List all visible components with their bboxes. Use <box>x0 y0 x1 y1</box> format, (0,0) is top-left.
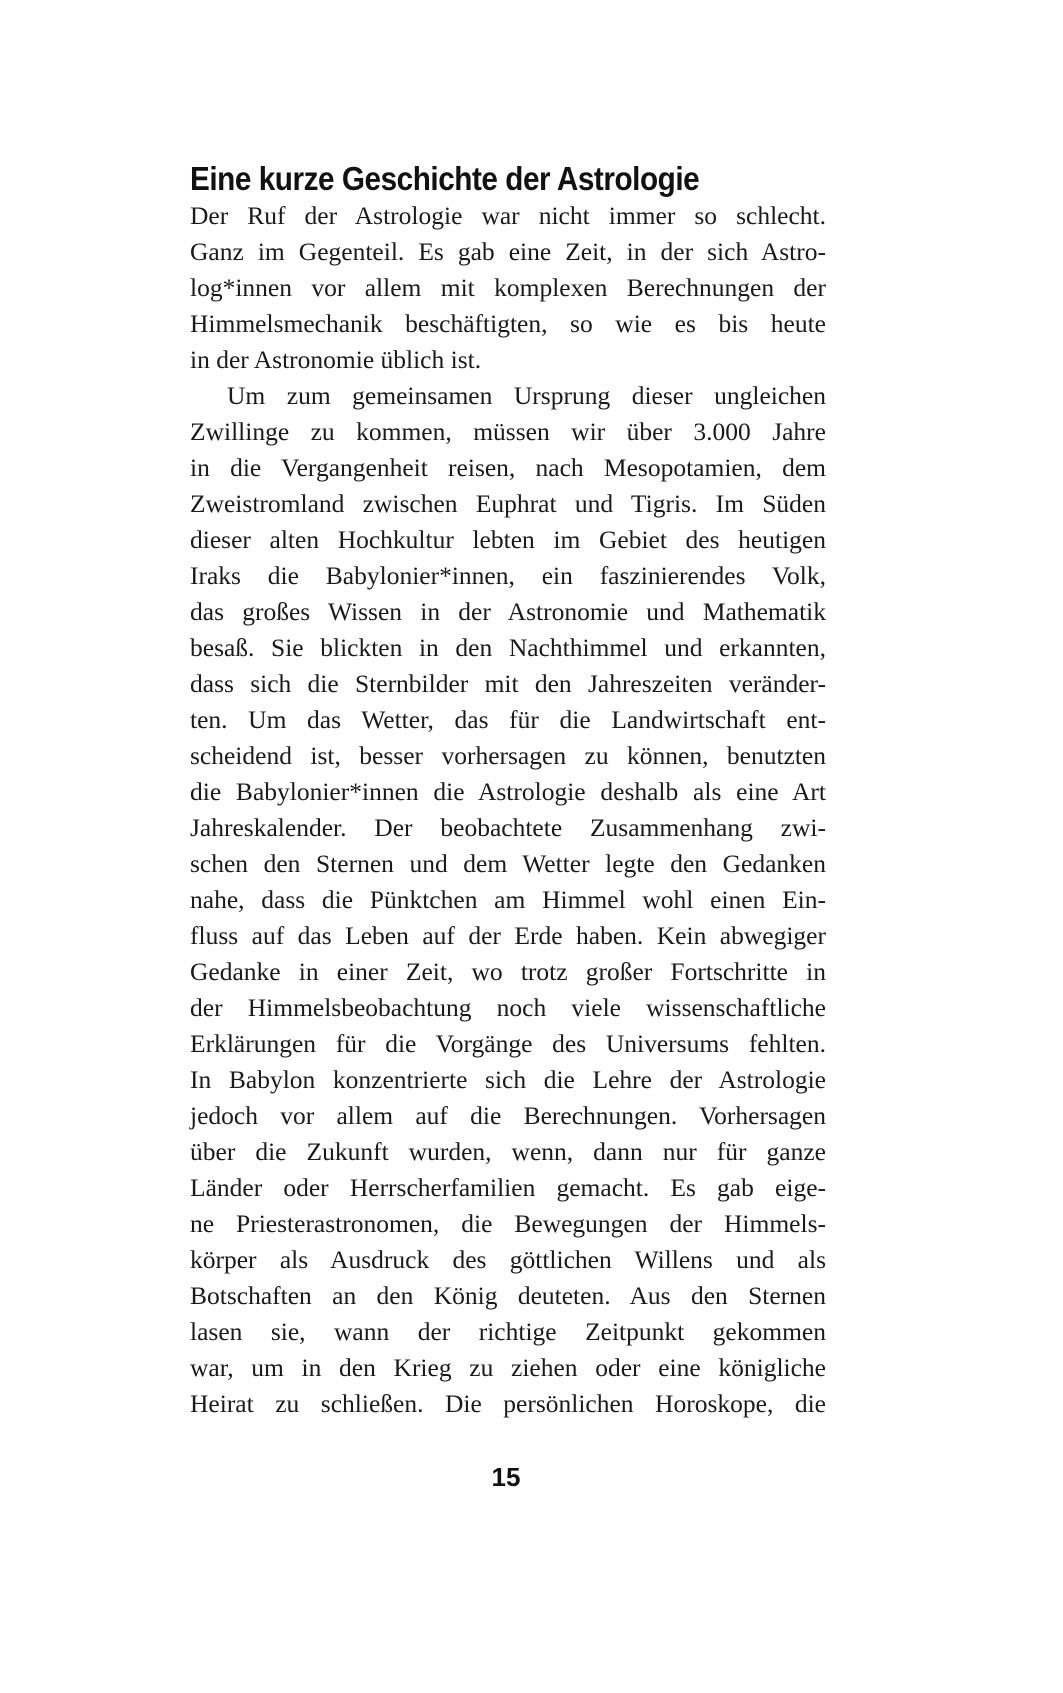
text-line: ten. Um das Wetter, das für die Landwirtschaft ent- <box>190 705 826 734</box>
text-line: Heirat zu schließen. Die persönlichen Horoskope, die <box>190 1389 826 1418</box>
text-line: Länder oder Herrscherfamilien gemacht. Es gab eige- <box>190 1173 826 1202</box>
text-line: fluss auf das Leben auf der Erde haben. Kein abwegiger <box>190 921 826 950</box>
body-text <box>190 198 826 1422</box>
text-line: jedoch vor allem auf die Berechnungen. Vorhersagen <box>190 1101 826 1130</box>
text-line: über die Zukunft wurden, wenn, dann nur für ganze <box>190 1137 826 1166</box>
text-line: in die Vergangenheit reisen, nach Mesopotamien, dem <box>190 453 826 482</box>
text-line: in der Astronomie üblich ist. <box>190 345 482 374</box>
text-line: war, um in den Krieg zu ziehen oder eine königliche <box>190 1353 826 1382</box>
page-number: 15 <box>491 1462 521 1492</box>
text-line: schen den Sternen und dem Wetter legte den Gedanken <box>190 849 826 878</box>
text-line: Zwillinge zu kommen, müssen wir über 3.000 Jahre <box>190 417 826 446</box>
text-line: ne Priesterastronomen, die Bewegungen der Himmels- <box>190 1209 826 1238</box>
text-line: log*innen vor allem mit komplexen Berechnungen der <box>190 273 826 302</box>
text-line: Um zum gemeinsamen Ursprung dieser ungleichen <box>227 381 826 410</box>
text-line: der Himmelsbeobachtung noch viele wissenschaftliche <box>190 993 826 1022</box>
text-line: körper als Ausdruck des göttlichen Willens und als <box>190 1245 826 1274</box>
text-line: das großes Wissen in der Astronomie und Mathematik <box>190 597 826 626</box>
text-line: Zweistromland zwischen Euphrat und Tigris. Im Süden <box>190 489 826 518</box>
text-line: Erklärungen für die Vorgänge des Universums fehlten. <box>190 1029 826 1058</box>
text-line: Ganz im Gegenteil. Es gab eine Zeit, in der sich Astro- <box>190 237 826 266</box>
text-line: dass sich die Sternbilder mit den Jahreszeiten veränder- <box>190 669 826 698</box>
text-line: Botschaften an den König deuteten. Aus den Sternen <box>190 1281 826 1310</box>
text-line: Der Ruf der Astrologie war nicht immer so schlecht. <box>190 201 826 230</box>
section-heading: Eine kurze Geschichte der Astrologie <box>190 160 700 198</box>
text-line: die Babylonier*innen die Astrologie deshalb als eine Art <box>190 777 826 806</box>
text-line: scheidend ist, besser vorhersagen zu können, benutzten <box>190 741 826 770</box>
text-line: Jahreskalender. Der beobachtete Zusammenhang zwi- <box>190 813 826 842</box>
text-line: Gedanke in einer Zeit, wo trotz großer Fortschritte in <box>190 957 826 986</box>
text-line: lasen sie, wann der richtige Zeitpunkt gekommen <box>190 1317 826 1346</box>
text-line: In Babylon konzentrierte sich die Lehre der Astrologie <box>190 1065 826 1094</box>
text-line: nahe, dass die Pünktchen am Himmel wohl einen Ein- <box>190 885 826 914</box>
text-line: Iraks die Babylonier*innen, ein faszinierendes Volk, <box>190 561 826 590</box>
text-line: dieser alten Hochkultur lebten im Gebiet des heutigen <box>190 525 826 554</box>
text-line: Himmelsmechanik beschäftigten, so wie es bis heute <box>190 309 826 338</box>
text-line: besaß. Sie blickten in den Nachthimmel und erkannten, <box>190 633 826 662</box>
